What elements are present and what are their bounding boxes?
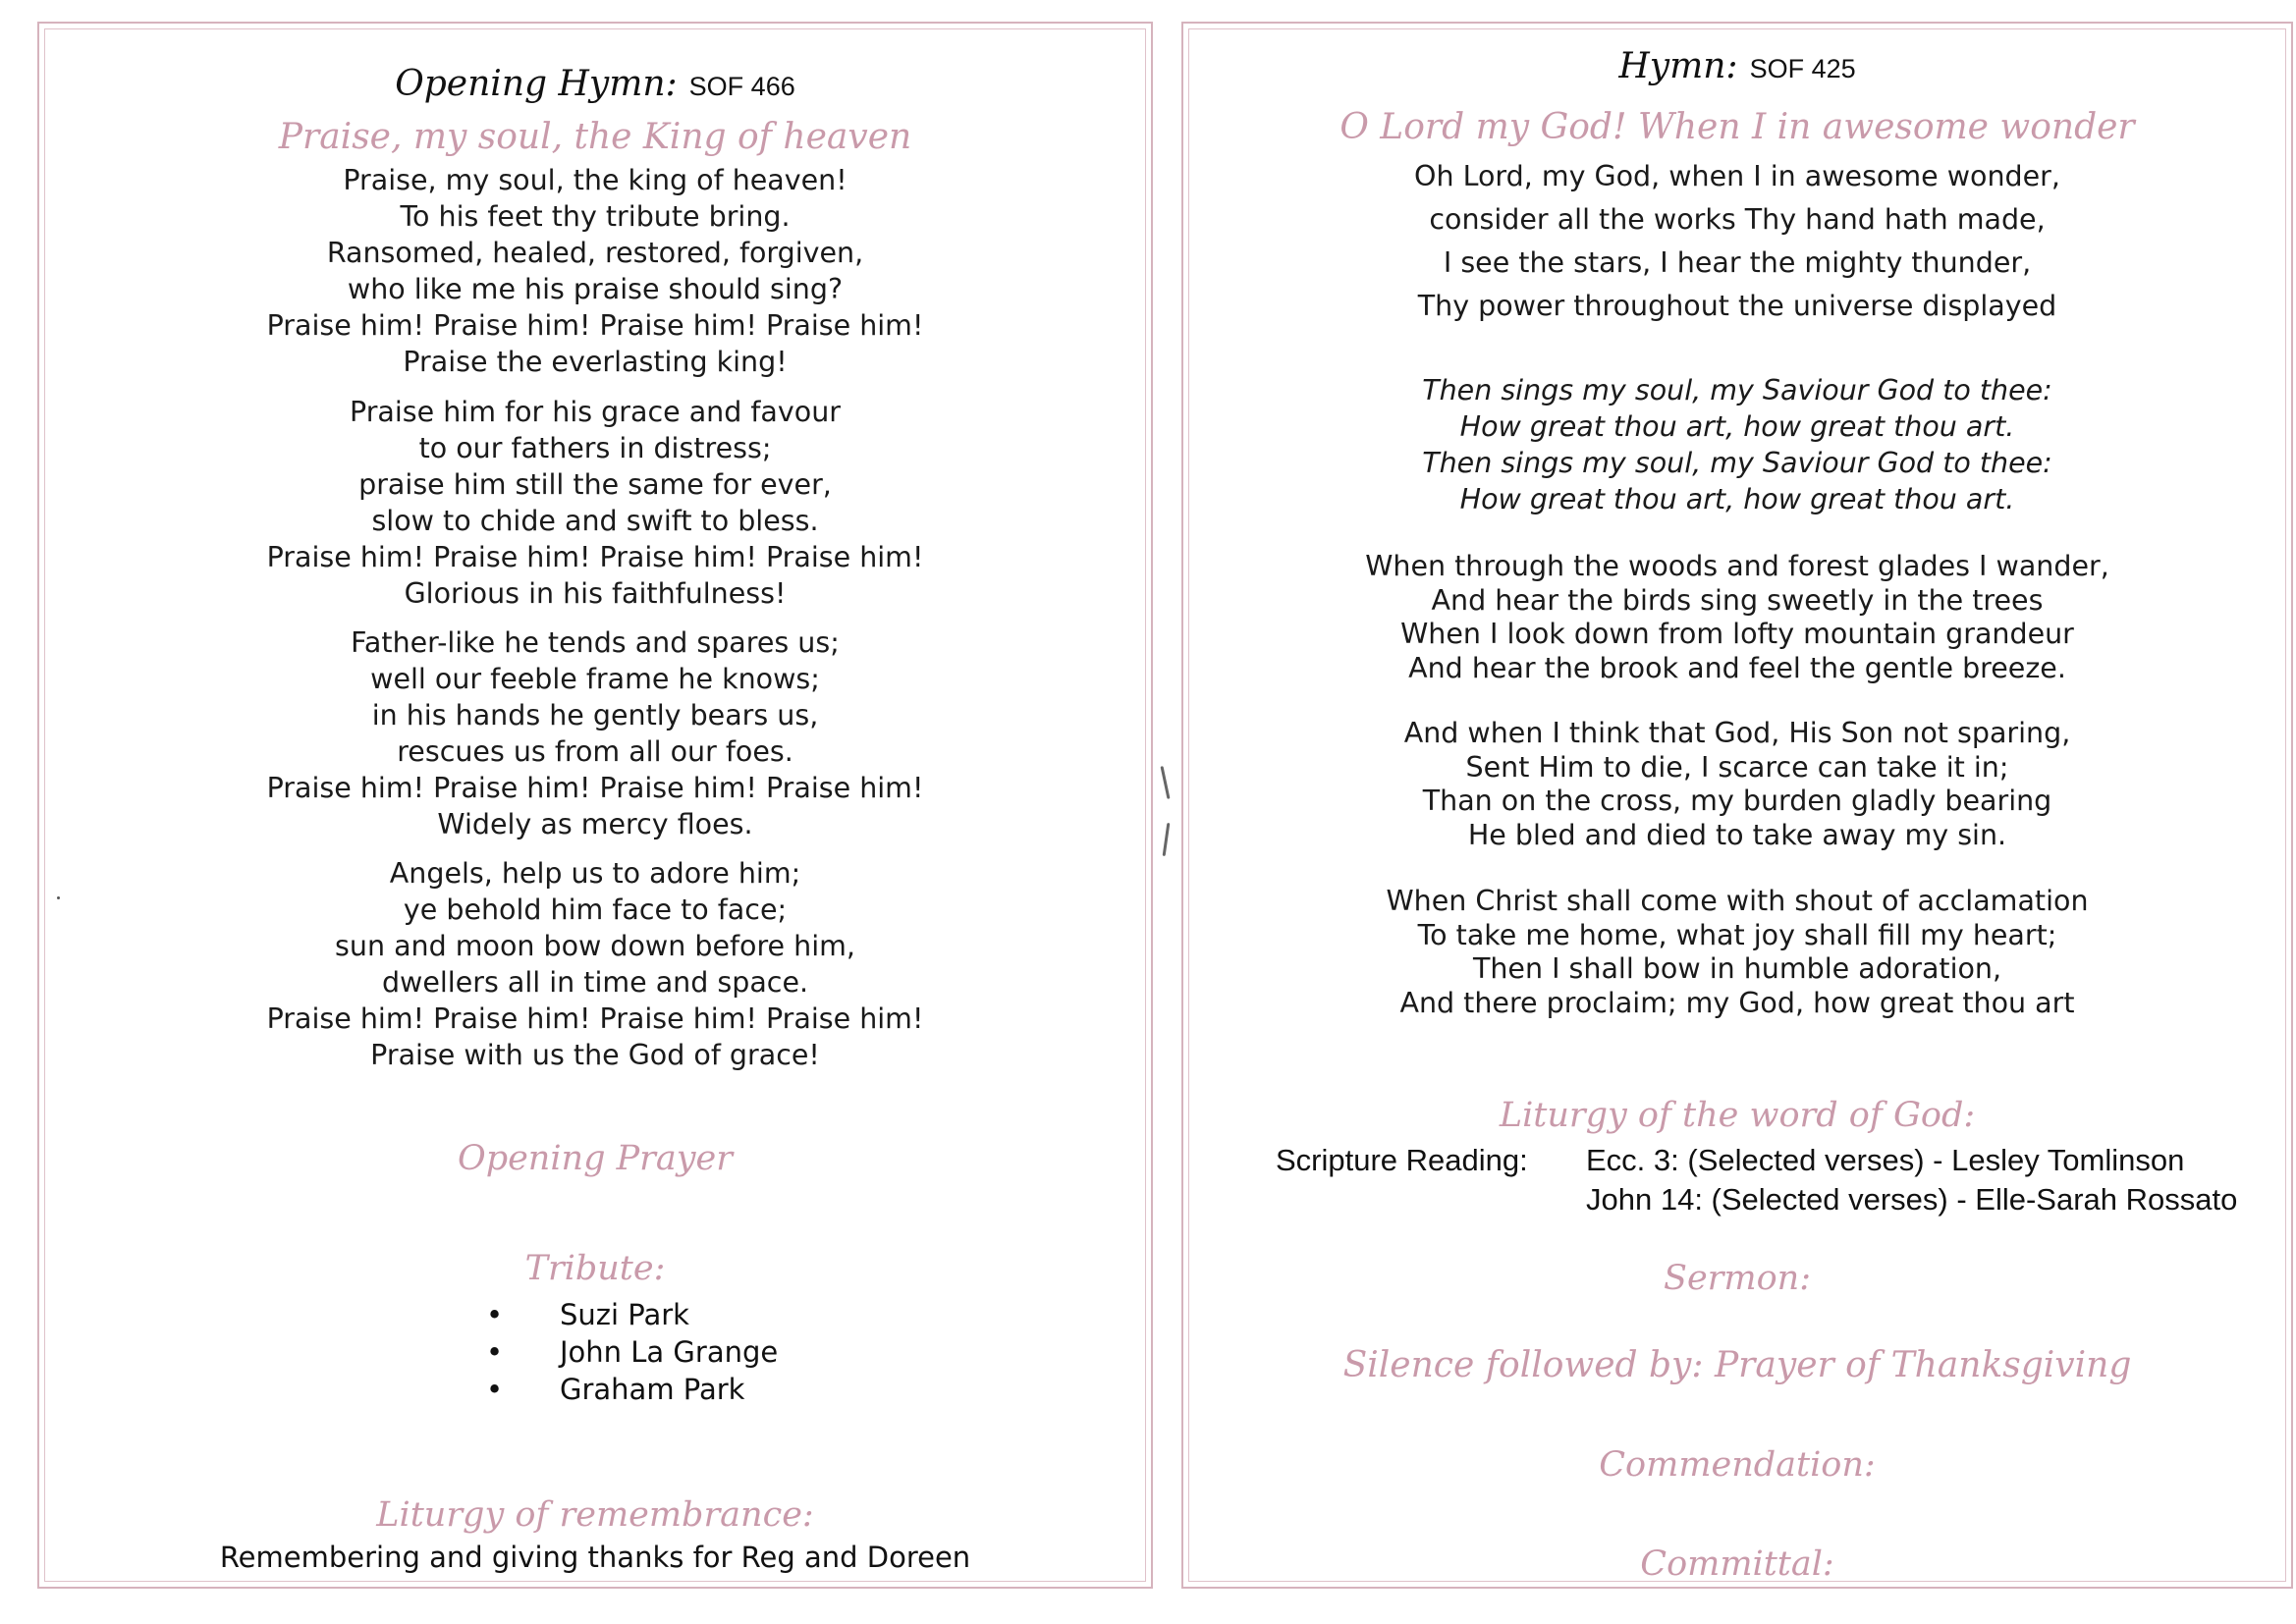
silence-heading: Silence followed by: Prayer of Thanksgiving: [1342, 1345, 2132, 1385]
opening-prayer-heading: Opening Prayer: [458, 1139, 733, 1178]
tribute-list: [486, 1296, 779, 1408]
hymn-verse-4: [39, 855, 1151, 1073]
verse-line: Glorious in his faithfulness!: [404, 577, 787, 610]
opening-hymn-code: SOF 466: [688, 72, 795, 101]
verse-line: Father-like he tends and spares us;: [351, 626, 840, 659]
verse-line: Praise him! Praise him! Praise him! Praise him!: [266, 541, 924, 573]
hymn-verse-1: [39, 162, 1151, 380]
opening-hymn-header: [39, 63, 1151, 108]
verse-line: to our fathers in distress;: [418, 432, 772, 464]
chorus-line: Then sings my soul, my Saviour God to thee:: [1422, 374, 2052, 406]
list-item: [486, 1333, 779, 1371]
verse-line: Praise with us the God of grace!: [370, 1039, 820, 1071]
verse-line: And there proclaim; my God, how great thou art: [1399, 986, 2075, 1019]
hymn-chorus: [1183, 372, 2291, 517]
staple: [1160, 766, 1170, 799]
verse-line: Then I shall bow in humble adoration,: [1472, 952, 2002, 985]
verse-line: in his hands he gently bears us,: [371, 699, 819, 731]
verse-line: He bled and died to take away my sin.: [1467, 818, 2007, 851]
chorus-line: How great thou art, how great thou art.: [1459, 483, 2015, 515]
remembrance-heading: Liturgy of remembrance:: [376, 1495, 814, 1535]
committal-heading: Committal:: [1640, 1544, 1834, 1584]
verse-line: well our feeble frame he knows;: [370, 663, 820, 695]
hymn-header: [1183, 45, 2291, 90]
verse-line: Praise him! Praise him! Praise him! Praise him!: [266, 1002, 924, 1035]
verse-line: I see the stars, I hear the mighty thunder,: [1443, 246, 2032, 279]
verse-line: Praise, my soul, the king of heaven!: [343, 164, 847, 196]
verse-line: Ransomed, healed, restored, forgiven,: [326, 237, 864, 269]
verse-line: Widely as mercy floes.: [437, 808, 753, 840]
tribute-name: Graham Park: [560, 1373, 745, 1406]
bullet-icon: •: [486, 1335, 504, 1369]
right-page: [1181, 22, 2293, 1589]
verse-line: ye behold him face to face;: [403, 893, 788, 926]
liturgy-word-heading: Liturgy of the word of God:: [1499, 1096, 1976, 1135]
hymn-verse-2: [39, 394, 1151, 612]
hymn-verse-2: [1183, 550, 2291, 685]
list-item: [486, 1371, 778, 1408]
verse-line: Sent Him to die, I scarce can take it in;: [1465, 750, 2009, 784]
verse-line: who like me his praise should sing?: [347, 273, 844, 305]
verse-line: sun and moon bow down before him,: [335, 930, 855, 962]
bullet-icon: •: [486, 1298, 504, 1331]
verse-line: And hear the brook and feel the gentle breeze.: [1408, 651, 2066, 684]
remembrance-text: Remembering and giving thanks for Reg and Doreen: [219, 1541, 971, 1574]
verse-line: Than on the cross, my burden gladly bearing: [1422, 785, 2052, 817]
verse-line: Thy power throughout the universe displayed: [1417, 290, 2057, 322]
sermon-heading: Sermon:: [1663, 1259, 1811, 1298]
tribute-name: John La Grange: [560, 1335, 779, 1369]
bullet-icon: •: [486, 1373, 504, 1406]
opening-hymn-label: Opening Hymn:: [395, 64, 678, 104]
verse-line: And hear the birds sing sweetly in the trees: [1431, 583, 2044, 617]
verse-line: When through the woods and forest glades I wander,: [1365, 550, 2109, 582]
chorus-line: How great thou art, how great thou art.: [1459, 410, 2015, 443]
tribute-name: Suzi Park: [560, 1298, 689, 1331]
opening-hymn-title: Praise, my soul, the King of heaven: [278, 117, 912, 157]
verse-line: rescues us from all our foes.: [397, 735, 793, 768]
scripture-reading-2: John 14: (Selected verses) - Elle-Sarah Rossato: [1586, 1182, 2238, 1217]
verse-line: Praise him! Praise him! Praise him! Praise him!: [266, 772, 924, 804]
verse-line: Praise the everlasting king!: [403, 346, 788, 378]
verse-line: When Christ shall come with shout of acclamation: [1386, 885, 2089, 917]
list-item: [486, 1296, 778, 1333]
hymn-verse-3: [1183, 717, 2291, 852]
verse-line: When I look down from lofty mountain grandeur: [1400, 618, 2074, 650]
hymn-verse-4: [1183, 885, 2291, 1020]
verse-line: Praise him for his grace and favour: [350, 396, 841, 428]
hymn-title: O Lord my God! When I in awesome wonder: [1339, 107, 2135, 147]
verse-line: slow to chide and swift to bless.: [371, 505, 819, 537]
verse-line: Praise him! Praise him! Praise him! Praise him!: [266, 309, 924, 342]
verse-line: Oh Lord, my God, when I in awesome wonder,: [1414, 160, 2060, 192]
staple: [1163, 823, 1171, 856]
hymn-label: Hymn:: [1618, 46, 1738, 86]
tribute-heading: Tribute:: [524, 1249, 666, 1288]
verse-line: dwellers all in time and space.: [381, 966, 809, 999]
verse-line: praise him still the same for ever,: [358, 468, 832, 501]
scripture-label: Scripture Reading:: [1276, 1143, 1528, 1177]
verse-line: consider all the works Thy hand hath made,: [1429, 203, 2046, 236]
commendation-heading: Commendation:: [1599, 1445, 1876, 1485]
hymn-verse-1: [1183, 155, 2291, 328]
hymn-code: SOF 425: [1749, 54, 1856, 83]
left-page: [37, 22, 1153, 1589]
verse-line: To take me home, what joy shall fill my heart;: [1417, 918, 2057, 951]
hymn-verse-3: [39, 624, 1151, 842]
verse-line: Angels, help us to adore him;: [389, 857, 801, 890]
scripture-reading-1: Ecc. 3: (Selected verses) - Lesley Tomlinson: [1586, 1143, 2185, 1177]
verse-line: To his feet thy tribute bring.: [400, 200, 791, 233]
verse-line: And when I think that God, His Son not sparing,: [1403, 717, 2071, 749]
chorus-line: Then sings my soul, my Saviour God to thee:: [1422, 447, 2052, 479]
